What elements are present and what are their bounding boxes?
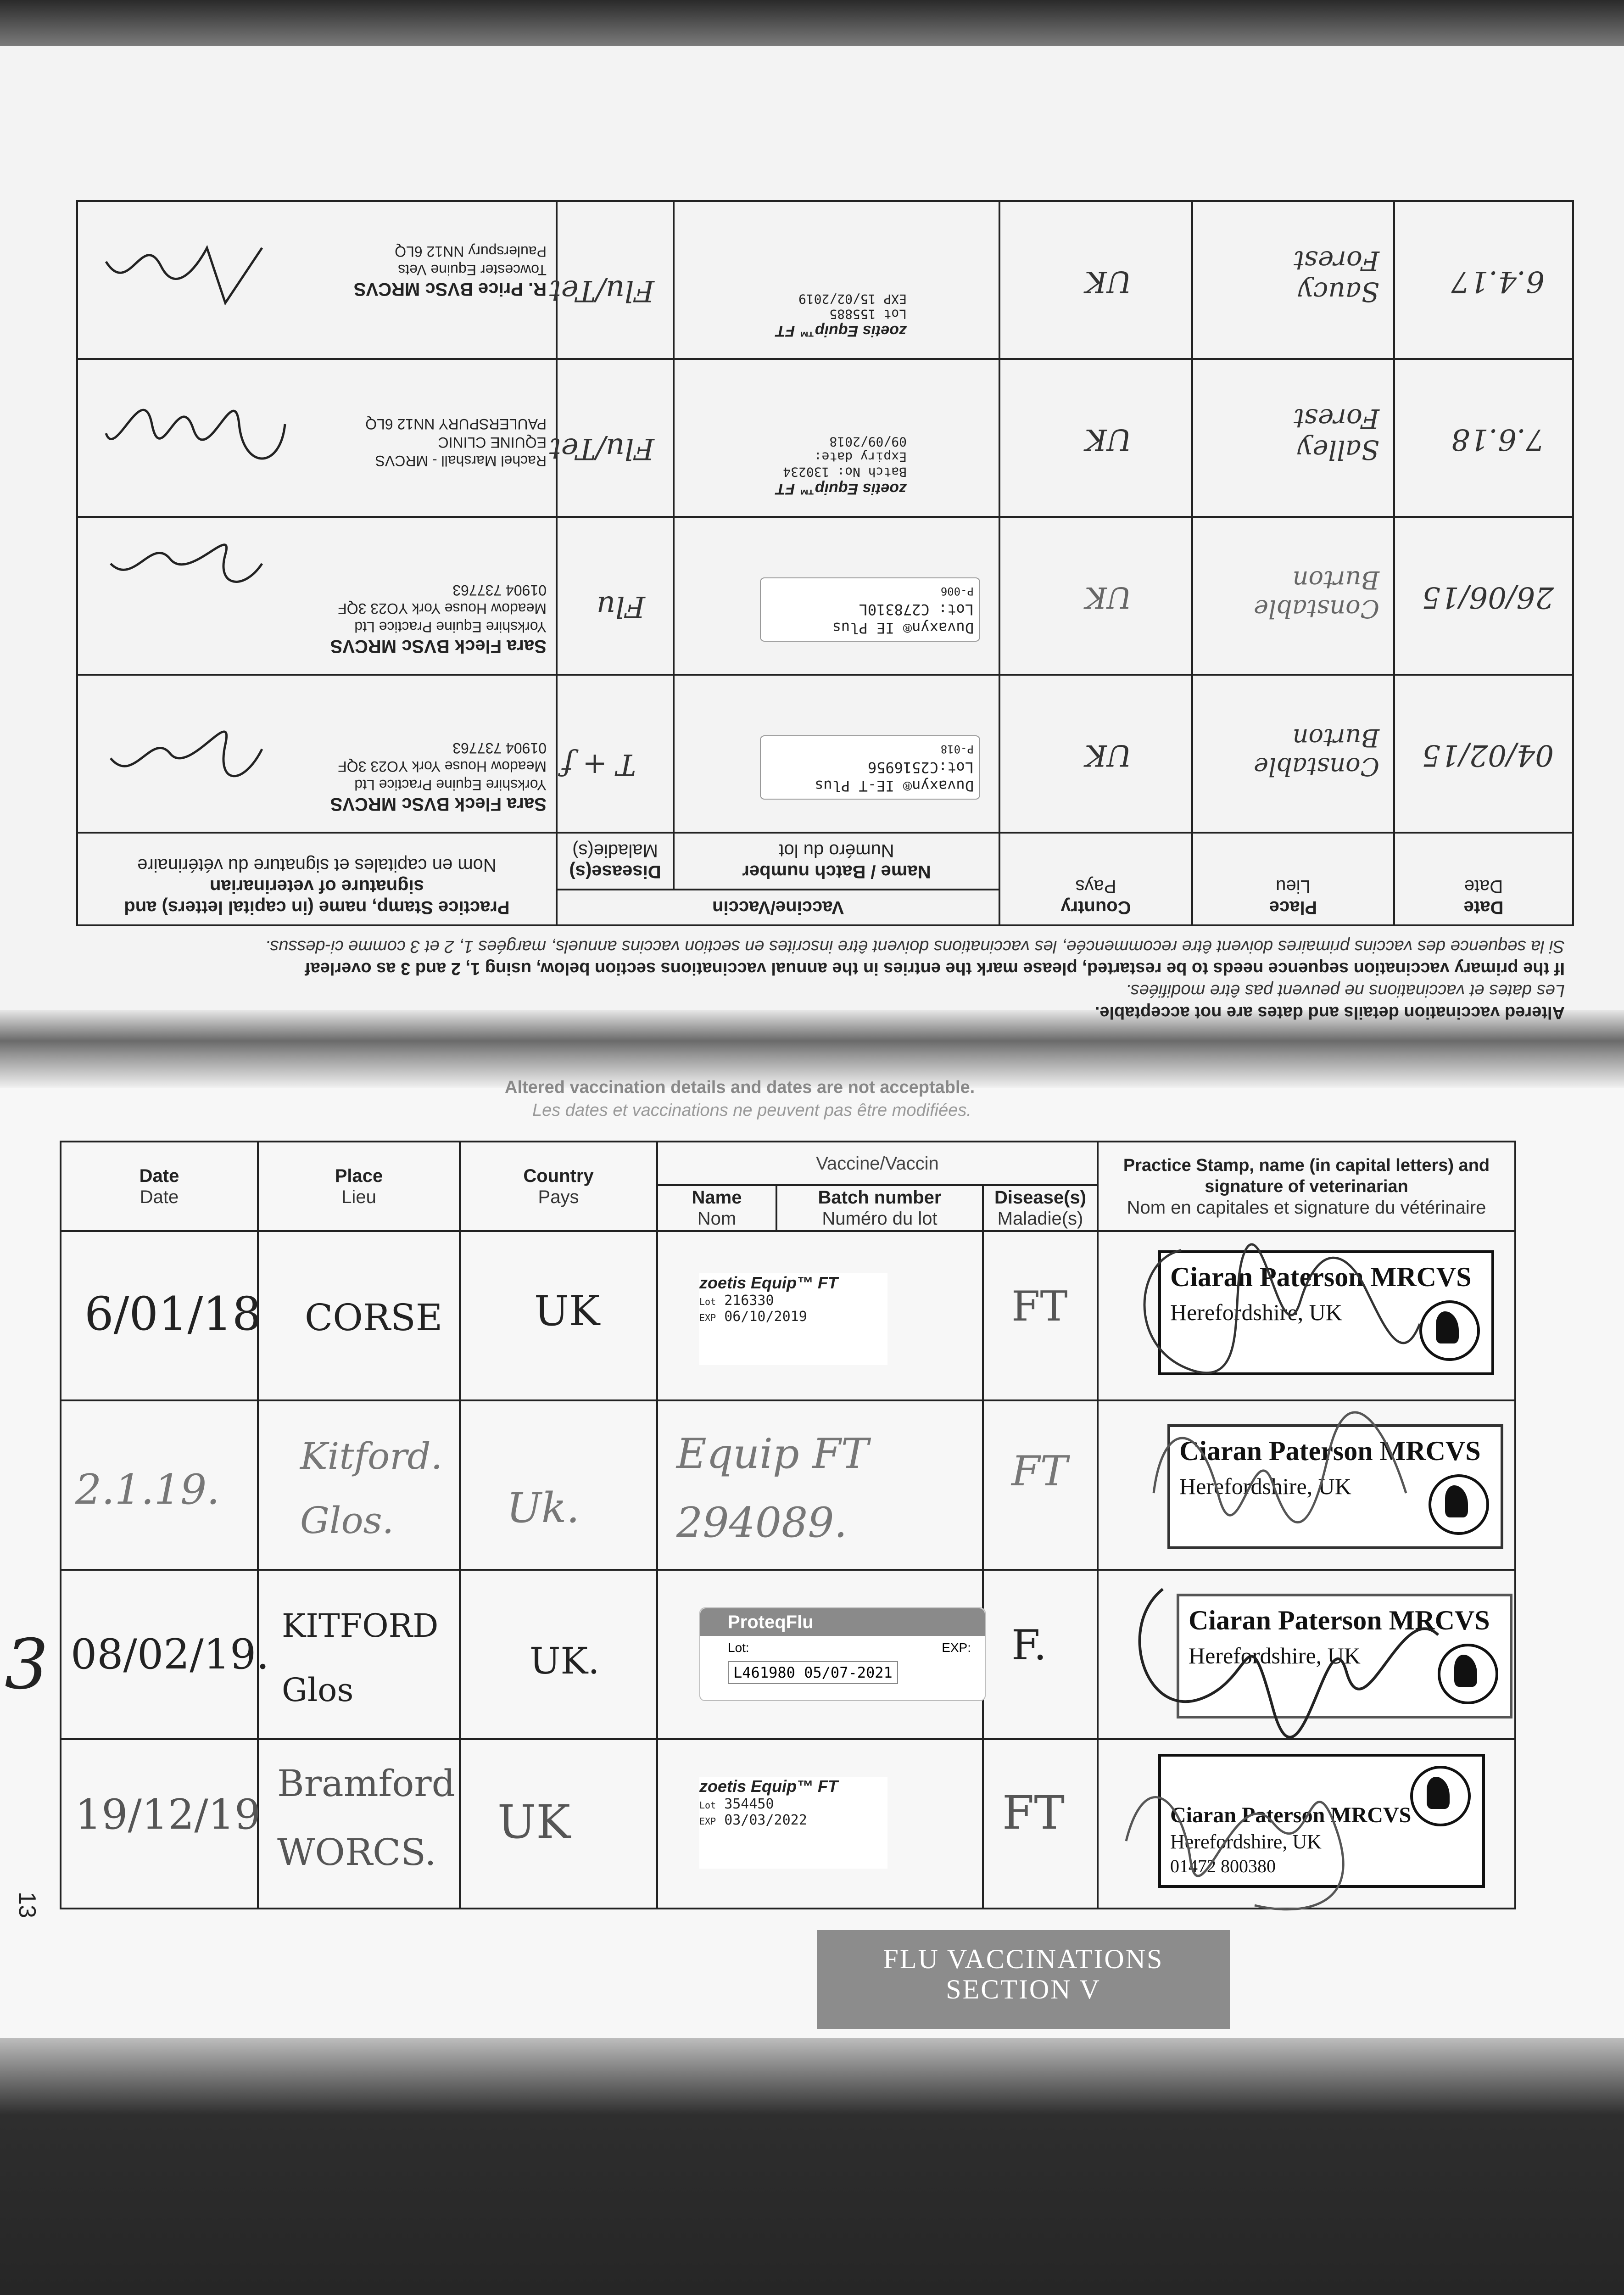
stamp-vet-name: Ciaran Paterson MRCVS (1179, 1436, 1481, 1466)
vaccine-name: Duvaxyn® IE-T Plus (815, 777, 974, 795)
exp-label: EXP: (942, 1640, 971, 1655)
vaccination-date: 2.1.19. (75, 1466, 220, 1514)
stamp-vet-name: Sara Fleck BVSc MRCVS (330, 794, 547, 814)
top-place: Constable Burton (1253, 565, 1379, 623)
top-header-row (77, 890, 1573, 925)
stamp-phone: 01904 737763 (452, 582, 547, 599)
vaccine-name: zoetis Equip™ FT (699, 1273, 838, 1292)
top-disease: T + ƒ (562, 747, 636, 781)
zoetis-sticker (699, 1777, 887, 1869)
top-country: UK (1085, 738, 1132, 772)
vaccine-code: P-018 (940, 743, 974, 756)
scan-bottom-edge (0, 2038, 1624, 2295)
vaccination-country: UK. (530, 1640, 600, 1682)
top-header-disease: Disease(s) Maladie(s) (557, 833, 674, 890)
top-country: UK (1085, 580, 1132, 614)
vet-signature (97, 220, 280, 321)
vaccine-handwritten: Equip FT 294089. (676, 1430, 869, 1547)
vaccination-place: KITFORD Glos (282, 1607, 439, 1709)
top-date: 7.6.18 (1451, 422, 1545, 456)
lot-label: Lot: (728, 1640, 749, 1655)
vet-signature (97, 712, 271, 804)
bottom-header-row (61, 1142, 1515, 1185)
vaccination-row (61, 1570, 1515, 1739)
horse-logo-icon (1429, 1474, 1489, 1535)
vaccination-place: Kitford. Glos. (300, 1435, 443, 1542)
top-country: UK (1085, 422, 1132, 456)
vet-signature (1108, 1401, 1429, 1569)
section-banner-line1: FLU VACCINATIONS (883, 1944, 1164, 1974)
vaccination-row (61, 1400, 1515, 1570)
top-date: 6.4.17 (1451, 264, 1545, 298)
zoetis-sticker (699, 1273, 887, 1365)
upside-down-vaccination-page (78, 151, 1574, 1024)
stamp-address: PAULERSPURY NN12 6LQ (365, 416, 547, 432)
vaccine-name: ProteqFlu (700, 1608, 985, 1636)
bottom-instruction-en: Altered vaccination details and dates are not acceptable. (505, 1078, 975, 1097)
top-table-row (77, 359, 1573, 517)
top-country: UK (1085, 264, 1132, 298)
vaccination-disease: F. (1011, 1621, 1047, 1669)
stamp-address: Meadow House York YO23 3QF (338, 600, 547, 617)
top-header-country: Country Pays (999, 833, 1192, 925)
expiry-date: 03/03/2022 (724, 1812, 807, 1828)
vaccination-date: 6/01/18 (84, 1287, 262, 1341)
batch-number: 354450 (724, 1796, 774, 1812)
vaccination-place: Bramford WORCS. (277, 1762, 455, 1874)
vaccination-row (61, 1231, 1515, 1400)
stamp-vet-name: R. Price BVSc MRCVS (353, 279, 547, 299)
top-instruction-fr2: Si la sequence des vaccins primaires doivent être recommencée, les vaccinations doivent être inscrites en section vaccins annuels, margées 1, 2 et 3 comme ci-dessus. (265, 937, 1565, 956)
header-date: Date Date (61, 1142, 258, 1231)
top-table-row (77, 201, 1573, 359)
exp-label: EXP (699, 1816, 716, 1827)
vet-signature (97, 527, 271, 600)
header-practice: Practice Stamp, name (in capital letters) and signature of veterinarian Nom en capitales et signature du vétérinaire (1098, 1142, 1515, 1231)
top-place: Saucy Forest (1293, 245, 1379, 308)
proteqflu-sticker (699, 1607, 986, 1701)
expiry-date: Expiry date: 09/09/2018 (814, 434, 907, 465)
top-date: 26/06/15 (1422, 580, 1554, 614)
practice-stamp (330, 581, 547, 655)
top-place: Constable Burton (1253, 723, 1379, 781)
top-instruction-en: If the primary vaccination sequence needs to be restarted, please mark the entries in the annual vaccinations section below, using 1, 2 and 3 as overleaf (304, 959, 1565, 978)
vaccine-code: P-006 (940, 585, 974, 598)
vaccine-name: zoetis Equip™ FT (776, 322, 907, 340)
top-header-vaccine: Vaccine/Vaccin (557, 890, 999, 925)
stamp-address: Paulerspury NN12 6LQ (395, 243, 547, 260)
top-disease: Flu/Tet (549, 274, 654, 308)
top-header-date: Date Date (1394, 833, 1573, 925)
expiry-date: 06/10/2019 (724, 1309, 807, 1325)
vet-signature (1108, 1571, 1457, 1738)
vet-signature (1099, 1740, 1447, 1924)
vaccine-name: zoetis Equip™ FT (699, 1777, 838, 1796)
vaccination-date: 19/12/19 (75, 1791, 261, 1839)
page-number: 13 (13, 1892, 40, 1918)
top-header-practice: Practice Stamp, name (in capital letters) and signature of veterinarian Nom en capitales et signature du vétérinaire (77, 833, 557, 925)
header-vaccine: Vaccine/Vaccin (657, 1142, 1098, 1185)
stamp-address: Meadow House York YO23 3QF (338, 758, 547, 775)
vaccine-label-sticker (760, 577, 980, 642)
stamp-location: Herefordshire, UK (1170, 1299, 1342, 1325)
vaccination-country: Uk. (507, 1484, 580, 1532)
vaccination-country: UK (534, 1287, 600, 1335)
header-disease: Disease(s) Maladie(s) (983, 1185, 1098, 1231)
header-place: Place Lieu (258, 1142, 460, 1231)
practice-stamp (330, 739, 547, 813)
top-instruction-fr: Les dates et vaccinations ne peuvent pas être modifiées. (1126, 981, 1565, 1000)
stamp-practice: Towcester Equine Vets (398, 262, 547, 278)
lot-label: Lot (699, 1296, 716, 1307)
vaccine-name: Duvaxyn® IE Plus (832, 619, 974, 637)
vaccination-disease: FT (1011, 1447, 1068, 1495)
section-banner-line2: SECTION V (946, 1974, 1101, 2004)
vaccination-disease: FT (1011, 1282, 1068, 1331)
stamp-vet-name: Ciaran Paterson MRCVS (1170, 1803, 1412, 1827)
top-disease: Flu (596, 589, 645, 623)
margin-sequence-mark: 3 (5, 1625, 49, 1705)
lot-label: Lot (699, 1800, 716, 1811)
zoetis-sticker (732, 262, 907, 340)
section-banner (817, 1930, 1230, 2029)
practice-stamp (354, 242, 547, 298)
top-header-name-batch: Name / Batch number Numéro du lot (674, 833, 999, 890)
stamp-location: Herefordshire, UK (1170, 1830, 1322, 1853)
header-country: Country Pays (460, 1142, 657, 1231)
header-batch: Batch number Numéro du lot (776, 1185, 983, 1231)
top-vaccination-table (76, 200, 1574, 926)
stamp-practice: Yorkshire Equine Practice Ltd (354, 777, 547, 793)
expiry-date: EXP 15/02/2019 (798, 291, 907, 307)
zoetis-sticker (732, 420, 907, 498)
batch-number: L461980 05/07-2021 (728, 1661, 898, 1684)
header-name: Name Nom (657, 1185, 776, 1231)
top-instruction-title: Altered vaccination details and dates are not acceptable. (1094, 1003, 1565, 1022)
stamp-phone: 01472 800380 (1170, 1856, 1276, 1876)
stamp-vet-name: Rachel Marshall - MRCVS (375, 453, 547, 469)
top-disease: Flu/Tet (549, 431, 654, 465)
vaccination-disease: FT (1002, 1786, 1065, 1840)
batch-number: 216330 (724, 1293, 774, 1309)
vaccination-country: UK (497, 1795, 570, 1849)
stamp-vet-name: Sara Fleck BVSc MRCVS (330, 636, 547, 656)
vaccine-name: zoetis Equip™ FT (776, 480, 907, 498)
stamp-location: Herefordshire, UK (1179, 1473, 1351, 1499)
batch-number: Lot 155885 (829, 307, 907, 322)
top-table-row (77, 517, 1573, 675)
top-table-row (77, 675, 1573, 833)
top-place: Salley Forest (1293, 403, 1379, 465)
exp-label: EXP (699, 1312, 716, 1323)
vaccination-date: 08/02/19. (71, 1630, 269, 1679)
vet-signature (97, 378, 299, 488)
stamp-vet-name: Ciaran Paterson MRCVS (1170, 1262, 1472, 1292)
vaccine-label-sticker (760, 735, 980, 800)
vaccination-row (61, 1739, 1515, 1909)
vet-signature (1108, 1232, 1429, 1399)
stamp-phone: 01904 737763 (452, 740, 547, 756)
batch-number: Batch No: 130234 (783, 465, 907, 480)
top-instruction-block (78, 926, 1574, 1024)
batch-number: Lot:C2516956 (867, 759, 974, 776)
top-date: 04/02/15 (1422, 738, 1554, 772)
stamp-practice: EQUINE CLINIC (438, 434, 547, 451)
practice-stamp (365, 415, 547, 470)
batch-number: Lot: C278310L (859, 601, 974, 618)
bottom-instruction-fr: Les dates et vaccinations ne peuvent pas être modifiées. (532, 1101, 971, 1120)
stamp-location: Herefordshire, UK (1189, 1643, 1361, 1668)
stamp-practice: Yorkshire Equine Practice Ltd (354, 619, 547, 635)
top-header-place: Place Lieu (1192, 833, 1394, 925)
vaccination-place: CORSE (305, 1296, 443, 1339)
stamp-vet-name: Ciaran Paterson MRCVS (1189, 1605, 1490, 1635)
flu-vaccination-table (60, 1141, 1514, 1907)
